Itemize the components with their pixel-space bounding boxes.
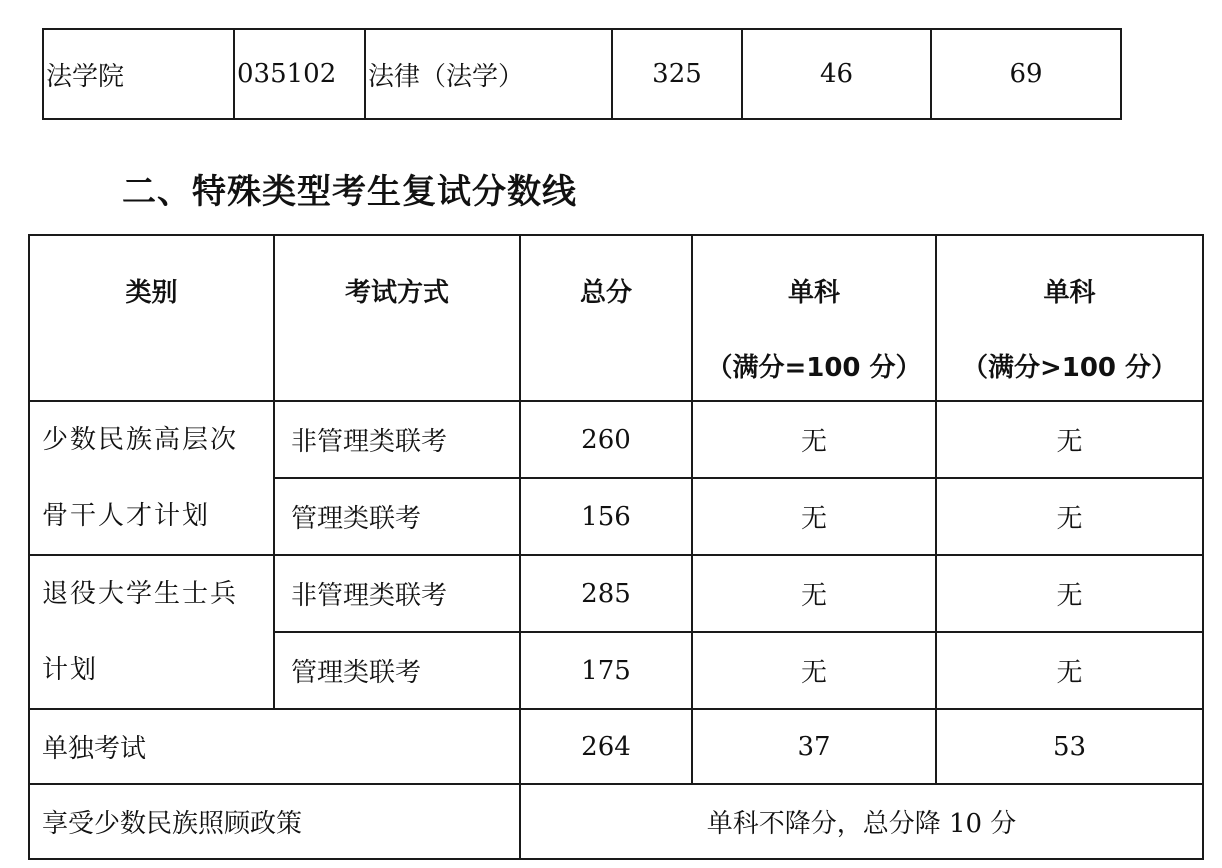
exam-mode-cell: 非管理类联考: [274, 555, 520, 632]
single-score-100-cell: 无: [692, 632, 936, 709]
header-single-over-100: 单科 （满分>100 分）: [936, 235, 1203, 401]
single-score-100-cell: 无: [692, 401, 936, 478]
header-exam-mode: 考试方式: [274, 235, 520, 401]
special-score-table: [28, 234, 1204, 860]
single-score-over-100-cell: 无: [936, 632, 1203, 709]
single-score-over-100-cell: 69: [931, 29, 1121, 119]
table-header-row: [29, 235, 1203, 401]
table-row-separate-exam: [29, 709, 1203, 784]
table-row: [43, 29, 1121, 119]
table-row-minority-policy: [29, 784, 1203, 859]
top-table: [42, 28, 1122, 120]
section-heading: 二、特殊类型考生复试分数线: [122, 172, 577, 212]
total-score-cell: 260: [520, 401, 692, 478]
single-score-over-100-cell: 无: [936, 555, 1203, 632]
exam-mode-cell: 管理类联考: [274, 478, 520, 555]
total-score-cell: 285: [520, 555, 692, 632]
table-row: [29, 401, 1203, 478]
single-score-over-100-cell: 53: [936, 709, 1203, 784]
single-score-100-cell: 46: [742, 29, 931, 119]
header-category: 类别: [29, 235, 274, 401]
exam-mode-cell: 管理类联考: [274, 632, 520, 709]
single-score-over-100-cell: 无: [936, 401, 1203, 478]
header-single-100: 单科 （满分=100 分）: [692, 235, 936, 401]
total-score-cell: 175: [520, 632, 692, 709]
single-score-100-cell: 37: [692, 709, 936, 784]
separate-exam-label: 单独考试: [29, 709, 520, 784]
header-total: 总分: [520, 235, 692, 401]
total-score-cell: 325: [612, 29, 742, 119]
major-code-cell: 035102: [234, 29, 365, 119]
college-cell: 法学院: [43, 29, 234, 119]
minority-policy-label: 享受少数民族照顾政策: [29, 784, 520, 859]
total-score-cell: 156: [520, 478, 692, 555]
category-cell-veteran-soldier: 退役大学生士兵 计划: [29, 555, 274, 709]
single-score-100-cell: 无: [692, 478, 936, 555]
single-score-over-100-cell: 无: [936, 478, 1203, 555]
major-name-cell: 法律（法学）: [365, 29, 612, 119]
table-row: [29, 555, 1203, 632]
minority-policy-note: 单科不降分，总分降 10 分: [520, 784, 1203, 859]
exam-mode-cell: 非管理类联考: [274, 401, 520, 478]
single-score-100-cell: 无: [692, 555, 936, 632]
total-score-cell: 264: [520, 709, 692, 784]
category-cell-minority-talent: 少数民族高层次 骨干人才计划: [29, 401, 274, 555]
